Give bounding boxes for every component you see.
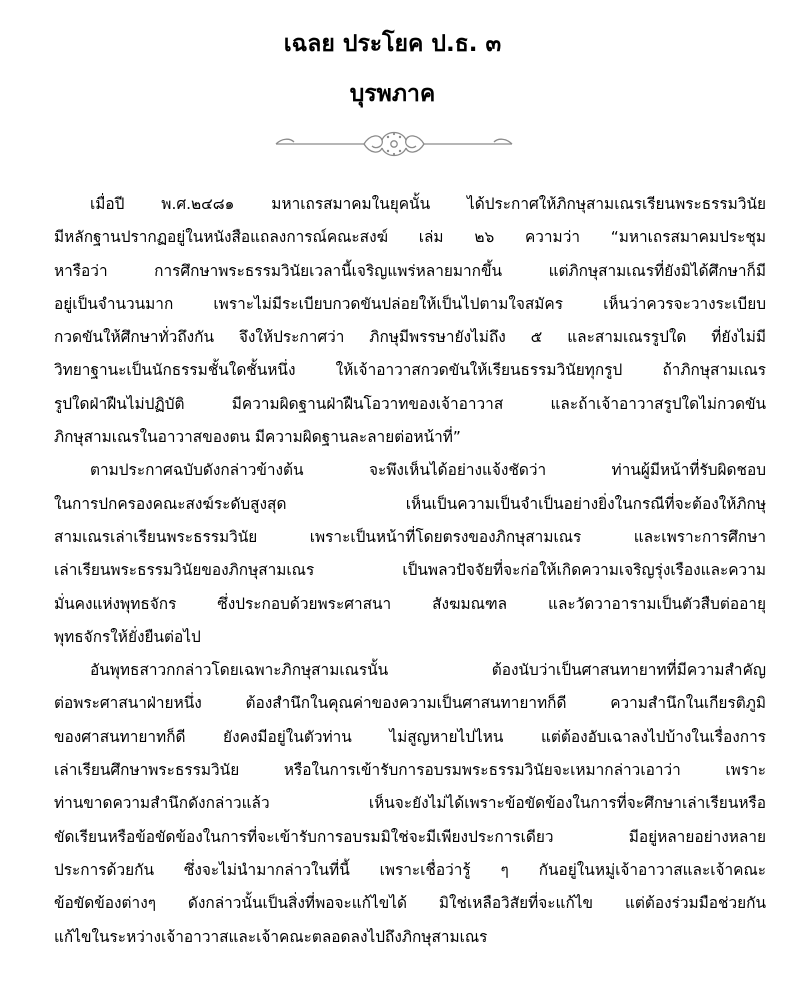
text-line: อยู่เป็นจำนวนมาก เพราะไม่มีระเบียบกวดขันปล่อยให้เป็นไปตามใจสมัคร เห็นว่าควรจะวางระเบียบ bbox=[54, 294, 766, 313]
text-line: ขัดเรียนหรือข้อขัดข้องในการที่จะเข้ารับการอบรมมิใช่จะมีเพียงประการเดียว มีอยู่หลายอย่างหลาย bbox=[54, 827, 766, 846]
paragraph-3 bbox=[54, 654, 766, 954]
page-subtitle: บุรพภาค bbox=[349, 81, 436, 107]
text-line: ของศาสนทายาทก็ดี ยังคงมีอยู่ในตัวท่าน ไม่สูญหายไปไหน แต่ต้องอับเฉาลงไปบ้างในเรื่องการ bbox=[54, 727, 766, 746]
document-body bbox=[54, 188, 766, 954]
scroll-flourish-divider-icon bbox=[272, 126, 516, 162]
text-line: ข้อขัดข้องต่างๆ ดังกล่าวนั้นเป็นสิ่งที่พอจะแก้ไขได้ มิใช่เหลือวิสัยที่จะแก้ไข แต่ต้องร่วมมือช่วยกัน bbox=[54, 894, 766, 913]
text-line: พุทธจักรให้ยั่งยืนต่อไป bbox=[54, 627, 201, 646]
page-title: เฉลย ประโยค ป.ธ. ๓ bbox=[283, 31, 502, 57]
text-line: วิทยาฐานะเป็นนักธรรมชั้นใดชั้นหนึ่ง ให้เจ้าอาวาสกวดขันให้เรียนธรรมวินัยทุกรูป ถ้าภิกษุสามเณร bbox=[54, 361, 766, 380]
text-line: หารือว่า การศึกษาพระธรรมวินัยเวลานี้เจริญแพร่หลายมากขึ้น แต่ภิกษุสามเณรที่ยังมิได้ศึกษาก็มี bbox=[54, 261, 766, 280]
text-line: ต่อพระศาสนาฝ่ายหนึ่ง ต้องสำนึกในคุณค่าของความเป็นศาสนทายาทก็ดี ความสำนึกในเกียรติภูมิ bbox=[54, 694, 766, 713]
text-line: เมื่อปี พ.ศ.๒๔๘๑ มหาเถรสมาคมในยุคนั้น ได้ประกาศให้ภิกษุสามเณรเรียนพระธรรมวินัย bbox=[90, 195, 766, 213]
text-line: ภิกษุสามเณรในอาวาสของตน มีความผิดฐานละลายต่อหน้าที่” bbox=[54, 428, 461, 447]
text-line: เล่าเรียนศึกษาพระธรรมวินัย หรือในการเข้ารับการอบรมพระธรรมวินัยจะเหมากล่าวเอาว่า เพราะ bbox=[54, 761, 766, 780]
text-line: เล่าเรียนพระธรรมวินัยของภิกษุสามเณร เป็นพลวปัจจัยที่จะก่อให้เกิดความเจริญรุ่งเรืองและความ bbox=[54, 561, 766, 580]
text-line: มั่นคงแห่งพุทธจักร ซึ่งประกอบด้วยพระศาสนา สังฆมณฑล และวัดวาอารามเป็นตัวสืบต่ออายุ bbox=[54, 594, 766, 613]
text-line: อันพุทธสาวกกล่าวโดยเฉพาะภิกษุสามเณรนั้น ต้องนับว่าเป็นศาสนทายาทที่มีความสำคัญ bbox=[90, 661, 766, 680]
text-line: รูปใดฝ่าฝืนไม่ปฏิบัติ มีความผิดฐานฝ่าฝืนโอวาทของเจ้าอาวาส และถ้าเจ้าอาวาสรูปใดไม่กวดขัน bbox=[54, 394, 766, 413]
text-line: ท่านขาดความสำนึกดังกล่าวแล้ว เห็นจะยังไม่ได้เพราะข้อขัดข้องในการที่จะศึกษาเล่าเรียนหรือ bbox=[54, 794, 766, 813]
text-line: กวดขันให้ศึกษาทั่วถึงกัน จึงให้ประกาศว่า ภิกษุมีพรรษายังไม่ถึง ๕ และสามเณรรูปใด ที่ยังไม่มี bbox=[54, 328, 766, 347]
text-line: ตามประกาศฉบับดังกล่าวข้างต้น จะพึงเห็นได้อย่างแจ้งชัดว่า ท่านผู้มีหน้าที่รับผิดชอบ bbox=[90, 461, 766, 480]
text-line: ประการด้วยกัน ซึ่งจะไม่นำมากล่าวในที่นี้ เพราะเชื่อว่ารู้ ๆ กันอยู่ในหมู่เจ้าอาวาสและเจ้าคณะ bbox=[54, 860, 766, 879]
text-line: แก้ไขในระหว่างเจ้าอาวาสและเจ้าคณะตลอดลงไปถึงภิกษุสามเณร bbox=[54, 927, 488, 946]
text-line: มีหลักฐานปรากฏอยู่ในหนังสือแถลงการณ์คณะสงฆ์ เล่ม ๒๖ ความว่า “มหาเถรสมาคมประชุม bbox=[54, 228, 766, 247]
text-line: สามเณรเล่าเรียนพระธรรมวินัย เพราะเป็นหน้าที่โดยตรงของภิกษุสามเณร และเพราะการศึกษา bbox=[54, 527, 766, 546]
paragraph-1 bbox=[54, 188, 766, 454]
text-line: ในการปกครองคณะสงฆ์ระดับสูงสุด เห็นเป็นความเป็นจำเป็นอย่างยิ่งในกรณีที่จะต้องให้ภิกษุ bbox=[54, 494, 766, 513]
paragraph-2 bbox=[54, 454, 766, 654]
